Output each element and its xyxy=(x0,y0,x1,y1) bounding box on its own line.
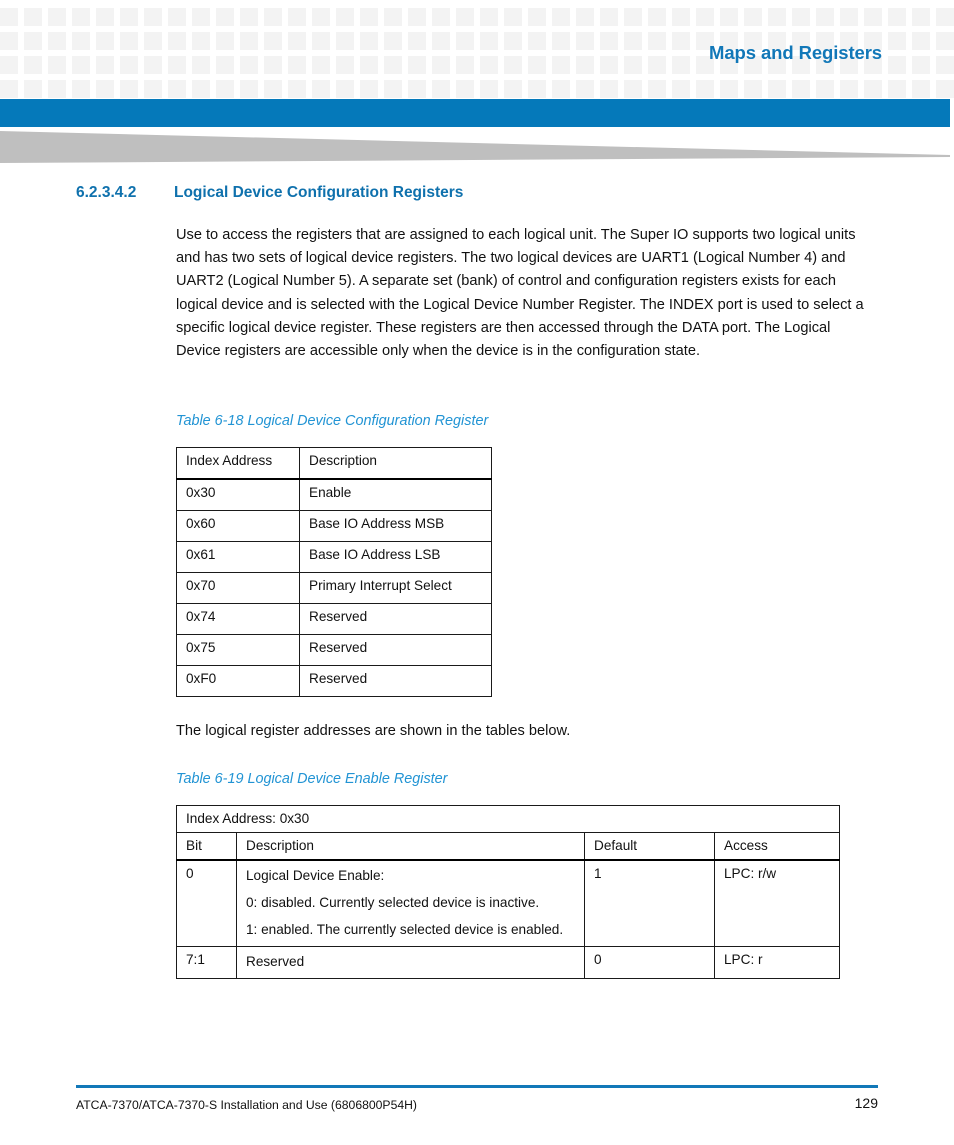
table-2-cell-description xyxy=(237,860,585,947)
table-1-cell-index: 0x75 xyxy=(177,635,300,666)
tables-below-paragraph: The logical register addresses are shown in the tables below. xyxy=(176,723,571,739)
table-1-cell-description: Reserved xyxy=(300,666,492,697)
table-1-cell-index: 0x70 xyxy=(177,573,300,604)
table-1-cell-description: Base IO Address LSB xyxy=(300,542,492,573)
table-2-caption: Table 6-19 Logical Device Enable Register xyxy=(176,771,448,787)
table-row xyxy=(177,573,492,604)
table-2-cell-default: 0 xyxy=(585,947,715,979)
table-1-cell-index: 0x61 xyxy=(177,542,300,573)
description-line: Reserved xyxy=(246,954,305,969)
table-2-header-description: Description xyxy=(237,833,585,861)
table-header-row xyxy=(177,833,840,861)
table-1-cell-description: Primary Interrupt Select xyxy=(300,573,492,604)
table-2-header-default: Default xyxy=(585,833,715,861)
table-1-cell-description: Enable xyxy=(300,479,492,511)
table-1-cell-description: Reserved xyxy=(300,604,492,635)
table-1-header-index-address: Index Address xyxy=(177,448,300,480)
table-row xyxy=(177,860,840,947)
table-2-cell-bit: 0 xyxy=(177,860,237,947)
section-title: Logical Device Configuration Registers xyxy=(174,184,464,201)
table-2-cell-access: LPC: r xyxy=(715,947,840,979)
description-line: Logical Device Enable: xyxy=(246,868,385,883)
table-2-index-address-header: Index Address: 0x30 xyxy=(177,806,840,833)
logical-device-enable-register-table xyxy=(176,805,840,979)
intro-paragraph: Use to access the registers that are assigned to each logical unit. The Super IO supports two logical units and has two sets of logical device registers. The two logical devices are UART1 (Logical Number 4) and UART2 (Logical Number 5). A separate set (bank) of control and configuration registers exists for each logical device and is selected with the Logical Device Number Register. The INDEX port is used to select a specific logical device register. These registers are then accessed through the DATA port. The Logical Device registers are accessible only when the device is in the configuration state. xyxy=(176,227,864,360)
table-1-cell-index: 0x30 xyxy=(177,479,300,511)
table-row xyxy=(177,666,492,697)
description-line: 0: disabled. Currently selected device is inactive. xyxy=(246,895,540,910)
header-gray-wedge xyxy=(0,131,950,163)
section-heading xyxy=(76,184,463,202)
footer-page-number: 129 xyxy=(854,1095,878,1111)
table-row xyxy=(177,947,840,979)
header-blue-bar xyxy=(0,99,950,127)
table-2-header-access: Access xyxy=(715,833,840,861)
logical-device-configuration-register-table xyxy=(176,447,492,697)
footer-document-title: ATCA-7370/ATCA-7370-S Installation and Use (6806800P54H) xyxy=(76,1098,417,1112)
table-1-caption: Table 6-18 Logical Device Configuration Register xyxy=(176,413,489,429)
table-2-cell-bit: 7:1 xyxy=(177,947,237,979)
table-row xyxy=(177,604,492,635)
table-1-cell-description: Base IO Address MSB xyxy=(300,511,492,542)
table-2-cell-description xyxy=(237,947,585,979)
table-row xyxy=(177,479,492,511)
table-1-cell-description: Reserved xyxy=(300,635,492,666)
table-header-row xyxy=(177,448,492,480)
table-2-cell-default: 1 xyxy=(585,860,715,947)
table-2-header-bit: Bit xyxy=(177,833,237,861)
section-number: 6.2.3.4.2 xyxy=(76,184,137,201)
table-1-cell-index: 0xF0 xyxy=(177,666,300,697)
table-row xyxy=(177,511,492,542)
page-header-title: Maps and Registers xyxy=(709,42,882,63)
description-line: 1: enabled. The currently selected device is enabled. xyxy=(246,922,564,937)
table-1-cell-index: 0x74 xyxy=(177,604,300,635)
table-1-header-description: Description xyxy=(300,448,492,480)
table-2-span-header-row xyxy=(177,806,840,833)
table-row xyxy=(177,542,492,573)
table-row xyxy=(177,635,492,666)
table-1-cell-index: 0x60 xyxy=(177,511,300,542)
footer-rule xyxy=(76,1085,878,1088)
table-2-cell-access: LPC: r/w xyxy=(715,860,840,947)
